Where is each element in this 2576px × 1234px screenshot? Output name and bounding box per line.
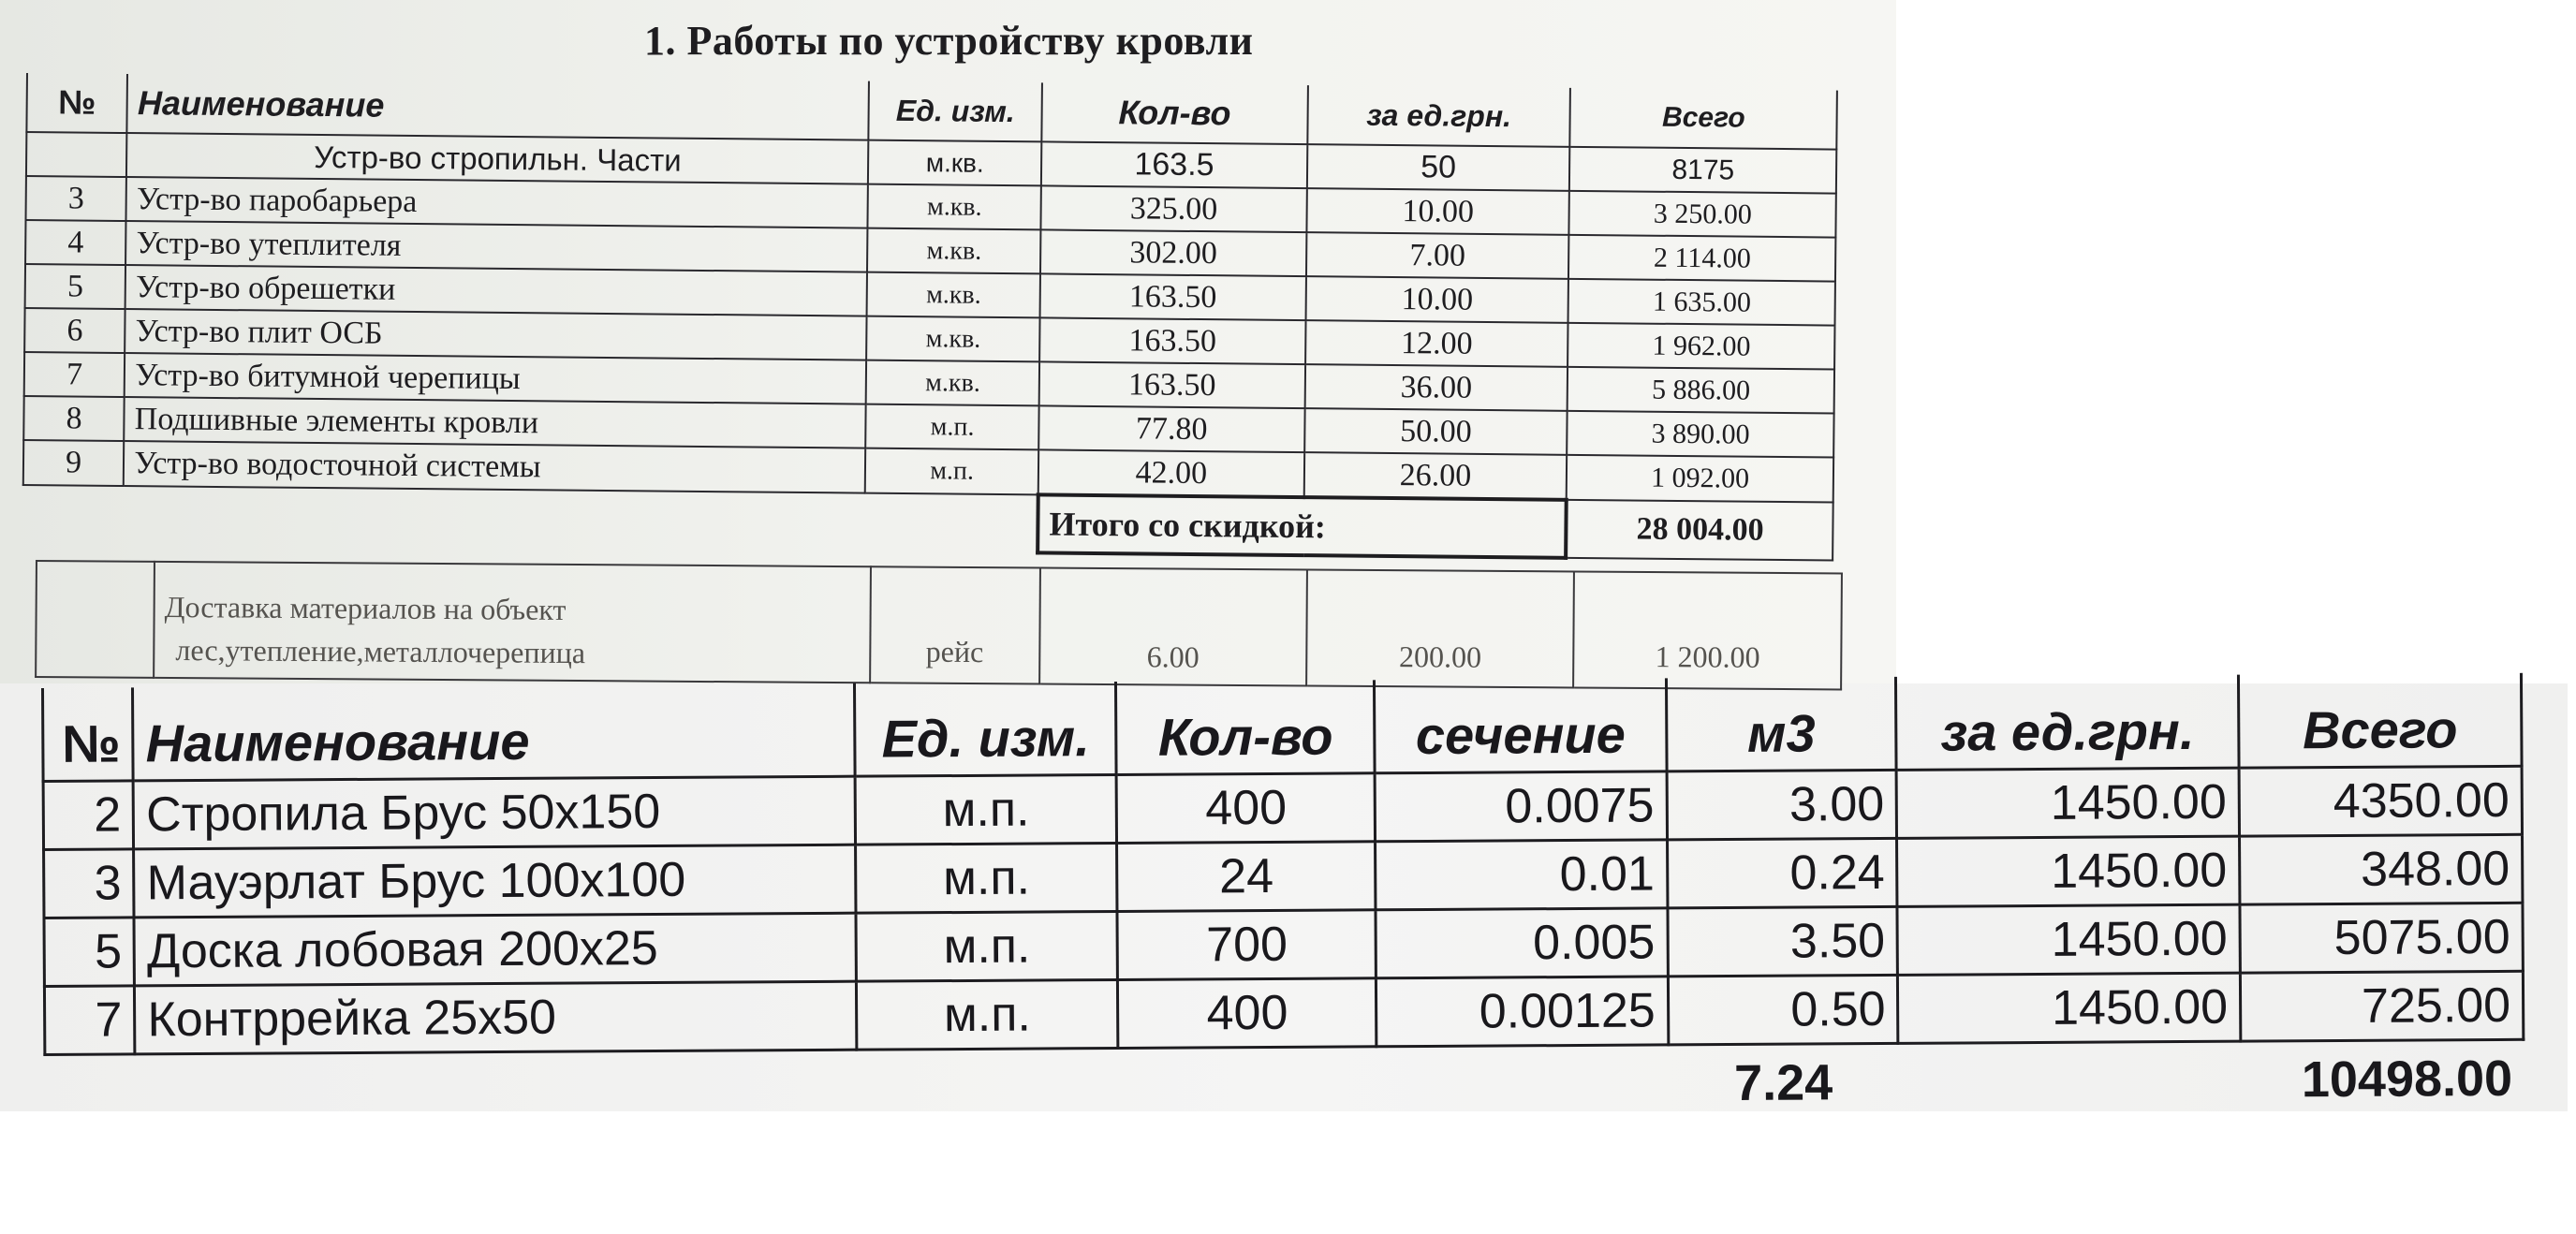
- cell-qty: 325.00: [1041, 185, 1307, 232]
- total-row-spacer: [22, 485, 1038, 552]
- cell-qty: 24: [1117, 842, 1376, 912]
- cell-number: 9: [23, 440, 125, 486]
- col-header-qty: Кол-во: [1041, 82, 1307, 144]
- cell-unit: м.кв.: [868, 184, 1041, 230]
- total-label: Итого со скидкой:: [1038, 494, 1567, 557]
- cell-unit: м.кв.: [868, 140, 1041, 186]
- cell-section: 0.0075: [1375, 771, 1667, 842]
- cell-total: 3 250.00: [1569, 191, 1836, 238]
- cell-number: 3: [25, 176, 126, 221]
- col-header-name: Наименование: [127, 74, 870, 140]
- col-header-price: за ед.грн.: [1307, 85, 1570, 147]
- cell-total: 1 635.00: [1568, 279, 1835, 326]
- cell-qty: 400: [1118, 978, 1376, 1049]
- col-header-number: №: [26, 73, 127, 133]
- total-value: 28 004.00: [1567, 500, 1833, 561]
- cell-name: Контррейка 25х50: [135, 981, 857, 1054]
- cell-price: 12.00: [1305, 320, 1568, 367]
- cell-price: 36.00: [1304, 364, 1568, 411]
- cell-qty: 163.50: [1039, 361, 1305, 408]
- cell-number: 3: [44, 849, 135, 918]
- cell-name: Стропила Брус 50х150: [133, 776, 855, 849]
- cell-unit: м.п.: [865, 448, 1038, 495]
- cell-number: 7: [24, 352, 125, 397]
- cell-name: Устр-во паробарьера: [126, 177, 868, 228]
- cell-name: Устр-во плит ОСБ: [125, 309, 866, 360]
- cell-qty: 400: [1116, 773, 1375, 844]
- cell-unit: м.п.: [855, 774, 1117, 845]
- cell-qty: 163.5: [1041, 141, 1307, 188]
- cell-total: 4350.00: [2239, 766, 2522, 836]
- cell-section: 0.01: [1376, 840, 1668, 910]
- cell-unit: м.кв.: [866, 360, 1039, 406]
- cell-total: 8175: [1569, 147, 1836, 194]
- timber-col-name: Наименование: [133, 683, 855, 781]
- timber-sum-spacer: [45, 1045, 1669, 1131]
- cell-qty: 700: [1117, 910, 1376, 980]
- cell-qty: 42.00: [1038, 449, 1304, 497]
- cell-price: 1450.00: [1897, 904, 2240, 975]
- cell-price: 1450.00: [1897, 836, 2240, 906]
- cell-total: 5075.00: [2240, 903, 2523, 973]
- cell-number: [26, 132, 127, 177]
- cell-unit: м.кв.: [867, 272, 1040, 318]
- cell-section: 0.005: [1376, 908, 1668, 978]
- cell-name: Устр-во стропильн. Части: [126, 133, 868, 184]
- col-header-total: Всего: [1570, 88, 1837, 150]
- cell-price: 1450.00: [1897, 768, 2240, 838]
- cell-price: 10.00: [1305, 276, 1568, 323]
- cell-number: 8: [23, 396, 125, 441]
- delivery-name: [154, 562, 870, 683]
- timber-sum-row: [45, 1039, 2524, 1131]
- col-header-unit: Ед. изм.: [869, 81, 1042, 142]
- cell-price: 10.00: [1306, 188, 1569, 235]
- cell-unit: м.п.: [857, 979, 1119, 1050]
- timber-col-number: №: [42, 687, 133, 781]
- cell-total: 1 092.00: [1567, 455, 1833, 503]
- timber-col-m3: м3: [1666, 677, 1896, 771]
- cell-unit: м.кв.: [867, 228, 1040, 274]
- cell-total: 3 890.00: [1568, 411, 1834, 458]
- cell-name: Устр-во утеплителя: [125, 221, 867, 272]
- timber-col-unit: Ед. изм.: [855, 682, 1117, 776]
- cell-unit: м.п.: [856, 843, 1118, 913]
- cell-qty: 77.80: [1038, 405, 1304, 452]
- cell-total: 348.00: [2239, 834, 2522, 904]
- roof-works-table: [22, 73, 1838, 563]
- cell-name: Мауэрлат Брус 100х100: [134, 845, 856, 918]
- cell-name: Доска лобовая 200х25: [134, 913, 856, 986]
- timber-col-section: сечение: [1375, 678, 1667, 772]
- cell-total: 5 886.00: [1568, 367, 1834, 414]
- cell-name: Устр-во битумной черепицы: [125, 353, 866, 404]
- delivery-table: [35, 560, 1843, 690]
- delivery-name-line1: Доставка материалов на объект: [164, 589, 567, 626]
- cell-number: 4: [25, 220, 126, 265]
- delivery-row: [36, 561, 1842, 689]
- timber-sum-m3: 7.24: [1733, 1054, 1833, 1111]
- cell-unit: м.п.: [865, 404, 1038, 450]
- delivery-number: [36, 561, 155, 678]
- cell-name: Подшивные элементы кровли: [125, 397, 866, 448]
- cell-qty: 302.00: [1040, 229, 1306, 276]
- cell-total: 725.00: [2240, 971, 2523, 1041]
- cell-m3: 0.24: [1667, 838, 1897, 908]
- cell-number: 2: [43, 781, 134, 850]
- timber-col-price: за ед.грн.: [1896, 675, 2239, 771]
- cell-unit: м.п.: [856, 911, 1118, 981]
- cell-m3: 3.00: [1667, 770, 1897, 840]
- delivery-name-line2: лес,утепление,металлочерепица: [175, 633, 586, 670]
- cell-price: 50: [1307, 144, 1570, 191]
- cell-name: Устр-во обрешетки: [125, 265, 867, 316]
- delivery-price: 200.00: [1306, 569, 1574, 687]
- cell-section: 0.00125: [1376, 977, 1669, 1047]
- cell-number: 5: [25, 264, 126, 309]
- cell-unit: м.кв.: [866, 316, 1039, 362]
- timber-sum-total: 10498.00: [2301, 1050, 2513, 1109]
- cell-price: 1450.00: [1898, 973, 2241, 1043]
- cell-qty: 163.50: [1040, 273, 1306, 320]
- cell-price: 26.00: [1303, 452, 1567, 500]
- delivery-unit: рейс: [870, 566, 1040, 683]
- timber-header-row: [42, 673, 2522, 782]
- cell-number: 5: [44, 918, 135, 987]
- cell-qty: 163.50: [1039, 317, 1305, 364]
- cell-number: 7: [44, 986, 135, 1055]
- cell-name: Устр-во водосточной системы: [124, 441, 865, 493]
- cell-number: 6: [24, 308, 125, 353]
- timber-col-total: Всего: [2238, 673, 2522, 768]
- timber-table: [41, 673, 2525, 1131]
- timber-sum-spacer-2: [1898, 1041, 2241, 1120]
- cell-price: 50.00: [1304, 408, 1568, 455]
- delivery-total: 1 200.00: [1574, 571, 1842, 689]
- cell-price: 7.00: [1306, 232, 1569, 279]
- cell-m3: 3.50: [1668, 906, 1898, 977]
- delivery-qty: 6.00: [1039, 567, 1307, 685]
- document-title: 1. Работы по устройству кровли: [644, 18, 1254, 64]
- cell-total: 1 962.00: [1568, 323, 1835, 370]
- timber-col-qty: Кол-во: [1116, 680, 1376, 774]
- cell-total: 2 114.00: [1568, 235, 1835, 282]
- cell-m3: 0.50: [1668, 975, 1898, 1045]
